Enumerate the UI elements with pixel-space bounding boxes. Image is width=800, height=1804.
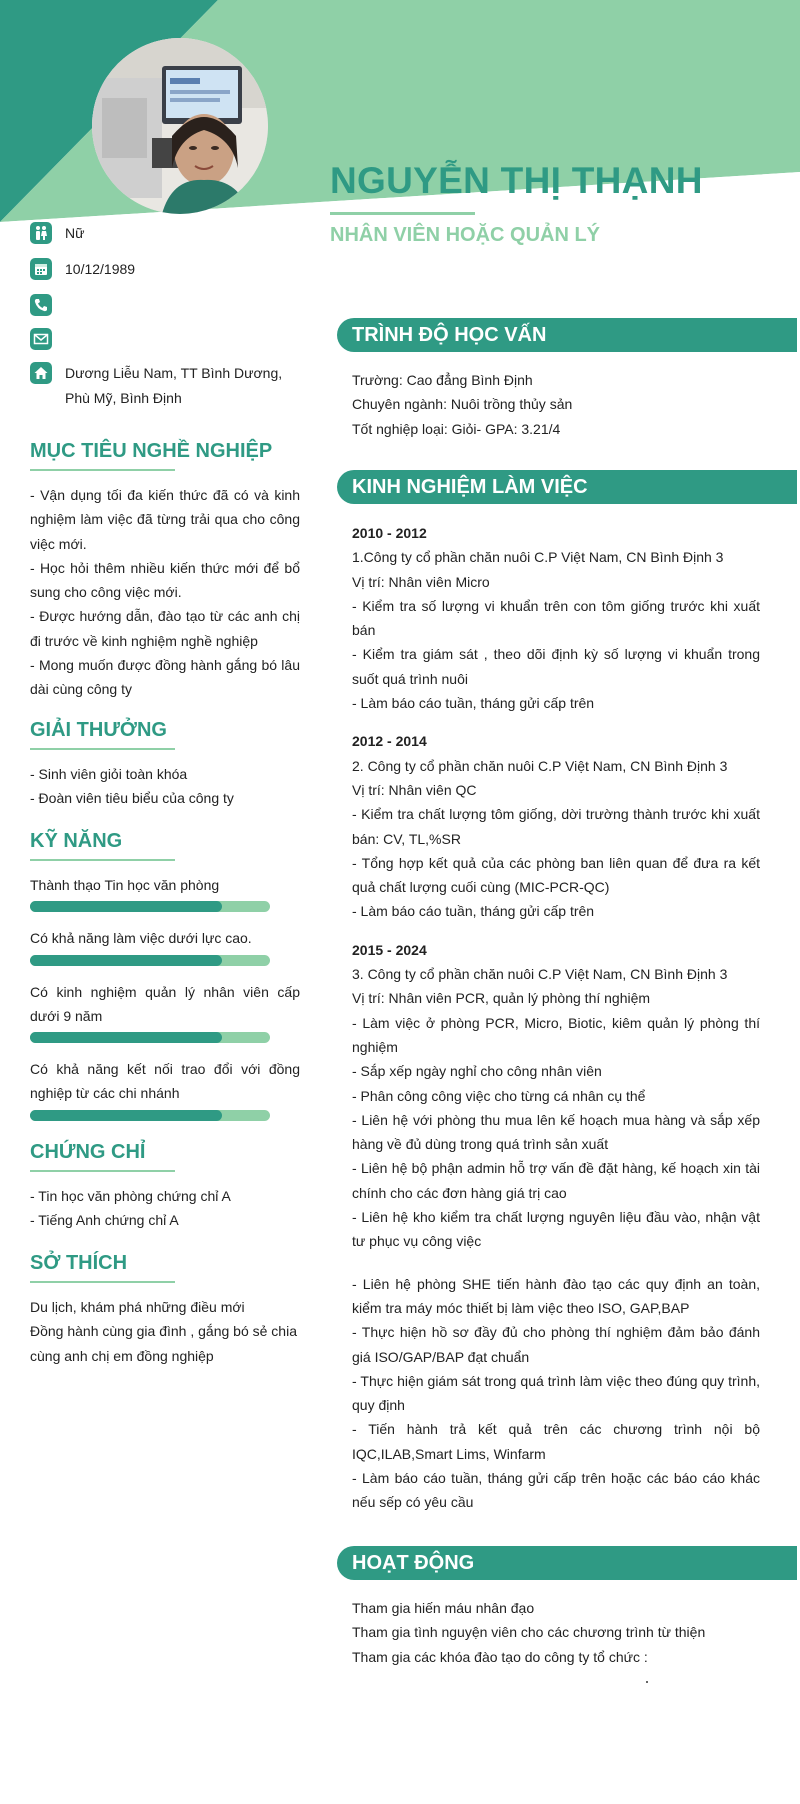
job-line: 2. Công ty cổ phần chăn nuôi C.P Việt Nam, CN Bình Định 3	[352, 757, 728, 774]
job-line: - Làm báo cáo tuần, tháng gửi cấp trên	[352, 695, 595, 712]
career-goal-line: - Học hỏi thêm nhiều kiến thức mới để bổ sung cho công việc mới.	[30, 559, 300, 601]
certificate-item: - Tin học văn phòng chứng chỉ A	[30, 1188, 231, 1204]
experience-job	[352, 521, 760, 715]
job-line: Vị trí: Nhân viên PCR, quản lý phòng thí nghiệm	[352, 990, 651, 1007]
job-line: Vị trí: Nhân viên Micro	[352, 573, 490, 590]
job-line: - Kiểm tra số lượng vi khuẩn trên con tôm giống trước khi xuất bán	[352, 597, 760, 639]
career-goal-title: MỤC TIÊU NGHỀ NGHIỆP	[30, 440, 273, 462]
award-item: - Đoàn viên tiêu biểu của công ty	[30, 790, 234, 807]
experience-body	[352, 521, 760, 1529]
career-goal-line: - Được hướng dẫn, đào tạo từ các anh chị đi trước về kinh nghiệm nghề nghiệp	[30, 608, 300, 649]
activity-item: Tham gia các khóa đào tạo do công ty tổ chức :	[352, 1648, 648, 1665]
skill-label: Có khả năng kết nối trao đổi với đồng nghiệp từ các chi nhánh	[30, 1061, 300, 1102]
job-period: 2010 - 2012	[352, 525, 427, 541]
job-line: - Làm báo cáo tuần, tháng gửi cấp trên hoặc các báo cáo khác nếu sếp có yêu cầu	[352, 1469, 760, 1511]
phone-icon	[30, 294, 52, 316]
certificates-underline	[30, 1170, 175, 1172]
awards-title: GIẢI THƯỞNG	[30, 719, 167, 741]
skill-bar-fill	[30, 901, 222, 912]
job-line: 3. Công ty cổ phần chăn nuôi C.P Việt Nam, CN Bình Định 3	[352, 966, 728, 983]
career-goal-line: - Mong muốn được đồng hành gắng bó lâu dài cùng công ty	[30, 657, 300, 698]
skill-item	[30, 926, 300, 965]
job-line: - Liên hệ phòng SHE tiến hành đào tạo các quy định an toàn, kiểm tra máy móc thiết bị làm việc theo ISO, GAP,BAP	[352, 1275, 760, 1316]
skill-bar	[30, 1110, 270, 1121]
job-line: - Thực hiện giám sát trong quá trình làm việc theo đúng quy trình, quy định	[352, 1372, 760, 1414]
career-goal-section	[30, 440, 300, 702]
certificates-title: CHỨNG CHỈ	[30, 1141, 146, 1163]
job-line: - Làm báo cáo tuần, tháng gửi cấp trên	[352, 903, 595, 920]
skill-label: Thành thạo Tin học văn phòng	[30, 877, 220, 893]
experience-job	[352, 938, 760, 1515]
spacer	[352, 1254, 760, 1272]
award-item: - Sinh viên giỏi toàn khóa	[30, 766, 188, 782]
skill-bar	[30, 1032, 270, 1043]
job-line: - Phân công công việc cho từng cá nhân cụ thể	[352, 1087, 646, 1104]
skills-section	[30, 830, 300, 1135]
awards-underline	[30, 748, 175, 750]
certificate-item: - Tiếng Anh chứng chỉ A	[30, 1212, 179, 1229]
contact-email	[30, 328, 300, 350]
career-goal-underline	[30, 469, 175, 471]
job-line: 1.Công ty cổ phần chăn nuôi C.P Việt Nam, CN Bình Định 3	[352, 549, 724, 566]
skill-bar-fill	[30, 1110, 222, 1121]
job-line: - Tổng hợp kết quả của các phòng ban liên quan để đưa ra kết quả chất lượng cuối cùng (MIC-PCR-QC)	[352, 854, 760, 896]
stray-dot	[646, 1681, 648, 1683]
job-line: - Liên hệ kho kiểm tra chất lượng nguyên liệu đầu vào, nhận vật tư phục vụ công việc	[352, 1209, 760, 1250]
awards-section	[30, 719, 300, 811]
contact-address	[30, 362, 300, 411]
email-icon	[30, 328, 52, 350]
name-underline	[330, 212, 475, 215]
job-period: 2012 - 2014	[352, 733, 427, 750]
job-line: - Kiểm tra chất lượng tôm giống, dời trường thành trước khi xuất bán: CV, TL,%SR	[352, 806, 760, 847]
skill-bar	[30, 901, 270, 912]
birthday-text: 10/12/1989	[65, 261, 136, 277]
education-grade: Tốt nghiệp loại: Giỏi- GPA: 3.21/4	[352, 420, 561, 437]
gender-icon	[30, 222, 52, 244]
experience-job	[352, 729, 760, 923]
job-line: Vị trí: Nhân viên QC	[352, 781, 477, 798]
job-period: 2015 - 2024	[352, 941, 427, 958]
experience-title: KINH NGHIỆM LÀM VIỆC	[337, 470, 797, 504]
skill-bar-fill	[30, 955, 222, 966]
skill-bar-fill	[30, 1032, 222, 1043]
contact-birthday	[30, 258, 300, 282]
skill-bar	[30, 955, 270, 966]
job-title: NHÂN VIÊN HOẶC QUẢN LÝ	[330, 224, 601, 246]
contact-phone	[30, 294, 300, 316]
address-text: Dương Liễu Nam, TT Bình Dương, Phù Mỹ, Bình Định	[65, 365, 283, 406]
job-line: - Tiến hành trả kết quả trên các chương trình nội bộ IQC,ILAB,Smart Lims, Winfarm	[352, 1421, 760, 1462]
education-title: TRÌNH ĐỘ HỌC VẤN	[337, 318, 797, 352]
job-line: - Thực hiện hồ sơ đầy đủ cho phòng thí nghiệm đảm bảo đánh giá ISO/GAP/BAP đạt chuẩn	[352, 1324, 760, 1365]
skill-item	[30, 873, 300, 912]
education-body	[352, 368, 760, 441]
activities-title: HOẠT ĐỘNG	[337, 1546, 797, 1580]
skill-item	[30, 980, 300, 1044]
skills-title: KỸ NĂNG	[30, 830, 123, 852]
hobbies-section	[30, 1252, 300, 1368]
skill-label: Có khả năng làm việc dưới lực cao.	[30, 930, 252, 947]
hobby-item: Đồng hành cùng gia đình , gắng bó sẻ chia cùng anh chị em đồng nghiệp	[30, 1323, 297, 1364]
hobbies-title: SỞ THÍCH	[30, 1252, 128, 1274]
job-line: - Liên hệ bộ phận admin hỗ trợ vấn đề đặt hàng, kế hoạch xin tài chính cho các đơn hàng giá trị cao	[352, 1160, 760, 1201]
career-goal-line: - Vận dụng tối đa kiến thức đã có và kinh nghiệm làm việc đã từng trải qua cho công việc mới.	[30, 487, 300, 552]
contact-list	[30, 222, 300, 423]
skill-label: Có kinh nghiệm quản lý nhân viên cấp dưới 9 năm	[30, 983, 300, 1024]
skill-item	[30, 1057, 300, 1121]
home-icon	[30, 362, 52, 384]
skills-underline	[30, 859, 175, 861]
gender-text: Nữ	[65, 225, 85, 241]
calendar-icon	[30, 258, 52, 280]
activity-item: Tham gia hiến máu nhân đạo	[352, 1600, 535, 1616]
activity-item: Tham gia tình nguyện viên cho các chương trình từ thiện	[352, 1624, 706, 1641]
profile-photo	[92, 38, 268, 214]
hobby-item: Du lịch, khám phá những điều mới	[30, 1299, 245, 1315]
job-line: - Sắp xếp ngày nghỉ cho công nhân viên	[352, 1063, 602, 1080]
activities-body	[352, 1596, 760, 1669]
education-school: Trường: Cao đẳng Bình Định	[352, 372, 533, 388]
certificates-section	[30, 1141, 300, 1233]
hobbies-underline	[30, 1281, 175, 1283]
job-line: - Kiểm tra giám sát , theo dõi định kỳ số lượng vi khuẩn trong suốt quá trình nuôi	[352, 646, 760, 687]
contact-gender	[30, 222, 300, 246]
candidate-name: NGUYỄN THỊ THẠNH	[330, 160, 703, 201]
job-line: - Làm việc ở phòng PCR, Micro, Biotic, kiêm quản lý phòng thí nghiệm	[352, 1014, 760, 1055]
education-major: Chuyên ngành: Nuôi trồng thủy sản	[352, 396, 573, 413]
job-line: - Liên hệ với phòng thu mua lên kế hoạch mua hàng và sắp xếp hàng về đủ dùng trong quá trình sản xuất	[352, 1111, 760, 1153]
